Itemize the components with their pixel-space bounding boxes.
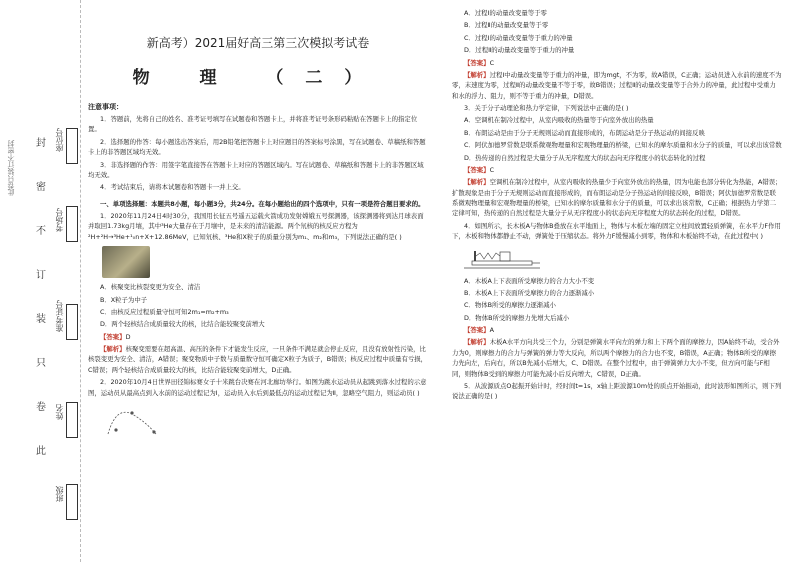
question-4-option: D．物体B所受的摩擦力先增大后减小 — [464, 313, 570, 322]
question-2-option: C．过程Ⅰ的动量改变量等于重力的冲量 — [464, 33, 573, 42]
question-2-analysis — [452, 70, 782, 101]
seal-char: 此 — [36, 446, 46, 457]
analysis-label: 【解析】 — [464, 338, 490, 347]
exam-header: 新高考）2021届好高三第三次模拟考试卷 — [146, 36, 370, 50]
field-box — [66, 128, 78, 164]
question-4-stem: 4．如图所示，长木板A与物体B叠放在水平地面上，物体与木板左端的固定立柱间放置轻质弹簧，在水平力F作用下，木板和物体都静止不动，弹簧处于压缩状态。将外力F缓慢减小到零，物体和木板始终不动，在此过程中( ) — [452, 221, 781, 241]
question-2-option: B．过程Ⅱ的动量改变量等于零 — [464, 21, 549, 30]
question-2-option: D．过程Ⅱ的动量改变量等于重力的冲量 — [464, 46, 575, 55]
question-1-option: C．由核反应过程质量守恒可知2m₁=m₂+m₃ — [100, 307, 229, 316]
seal-char: 密 — [36, 182, 46, 193]
analysis-text: 核聚变需要在超高温、高压的条件下才能发生反应，一旦条件不满足就会停止反应，且没有放射性污染，比核裂变更为安全、清洁，A错误；聚变物质中子数与质量数守恒可确定X粒子为质子，B错误；核反应过程中质量有亏损，C错误；两个轻核结合成质量较大的核，比结合能较聚变前增大，D正确。 — [88, 345, 428, 374]
analysis-text: 木板A水平方向共受三个力，分别是弹簧水平向左的弹力和上下两个面的摩擦力，因A始终不动，受合外力为0，则摩擦力的合力与弹簧的弹力等大反向，所以两个摩擦力的合力也不变，B错误，A正确；物体B所受的摩擦力先向左，后向右，所以B先减小后增大，C、D错误。在整个过程中，由于弹簧弹力大小不变，但方向可能与F相同，则物体B受到的摩擦力可能先减小后反向增大，C错误，D正确。 — [452, 338, 780, 378]
binding-margin — [0, 0, 81, 562]
analysis-label: 【解析】 — [464, 178, 490, 187]
question-1-option: A．核聚变比核裂变更为安全、清洁 — [100, 283, 201, 292]
field-box — [66, 206, 78, 242]
field-class: 班级 — [55, 486, 64, 502]
seal-char: 只 — [36, 358, 46, 369]
seal-char: 卷 — [36, 402, 46, 413]
answer-label: 【答案】 — [100, 332, 126, 341]
seal-char: 不 — [36, 226, 46, 237]
notice-item: 4．考试结束后，请将本试题卷和答题卡一并上交。 — [100, 183, 245, 192]
answer-value: C — [489, 165, 495, 174]
analysis-label: 【解析】 — [100, 345, 126, 353]
analysis-label: 【解析】 — [464, 70, 490, 79]
question-1-option: D．两个轻核结合成质量较大的核，比结合能较聚变前增大 — [100, 320, 265, 329]
question-2-answer — [452, 58, 782, 68]
question-3-option: C．阿伏加德罗常数是联系微观物理量和宏观物理量的桥梁，已知水的摩尔质量和水分子的质量，可以求出该常数 — [464, 141, 782, 150]
question-3-stem: 3．关于分子动理论和热力学定律，下列说法中正确的是( ) — [464, 104, 629, 112]
diver-diagram — [106, 404, 166, 438]
question-1-stem: 1．2020年11月24日4时30分，我国用长征五号遥五运载火箭成功发射嫦娥五号探测器，该探测器将到达月球表面并取回1.73kg月壤，其中³He大量存在于月壤中，是未来的清洁能源。两个氘核的核反应方程为²H+²H→³He+¹₀n+X+12.86MeV，已知氘核、³He和X粒子的质量分别为m₁、m₂和m₃，下列说法正确的是( ) — [88, 212, 424, 241]
question-2-stem: 2．2020年10月4日世界田径锦标赛女子十米跳台决赛在河北廊坊举行。如图为跳水运动员从起跳到落水过程的示意图，运动员从最高点到入水前的运动过程记为Ⅰ，运动员入水后到最低点的运动过程记为Ⅱ，忽略空气阻力，则运动员( ) — [88, 378, 427, 397]
field-box — [66, 484, 78, 520]
field-ticket: 准考证号 — [55, 300, 64, 332]
answer-value: C — [489, 58, 495, 67]
right-column — [452, 6, 782, 404]
question-3-answer — [452, 165, 782, 175]
spring-board-diagram — [462, 248, 542, 270]
question-4-option: B．木板A上下表面所受摩擦力的合力逐渐减小 — [464, 288, 595, 297]
notice-item: 3．非选择题的作答：用签字笔直接答在答题卡上对应的答题区域内。写在试题卷、草稿纸和答题卡上的非答题区域均无效。 — [88, 160, 424, 179]
question-2-option: A．过程Ⅰ的动量改变量等于零 — [464, 9, 547, 17]
notice-heading: 注意事项： — [88, 103, 123, 111]
field-box — [66, 402, 78, 438]
seal-char: 订 — [36, 270, 46, 281]
field-name: 姓名 — [55, 404, 64, 420]
answer-value: A — [489, 326, 494, 334]
seal-char: 封 — [36, 138, 46, 149]
question-3-analysis — [452, 177, 782, 219]
answer-value: D — [125, 332, 131, 341]
field-box — [66, 304, 78, 340]
question-1-option: B．X粒子为中子 — [100, 295, 148, 304]
answer-label: 【答案】 — [464, 165, 490, 174]
answer-label: 【答案】 — [464, 326, 490, 334]
field-room: 考场号 — [55, 208, 64, 232]
question-4-analysis — [452, 337, 782, 379]
question-3-option: D．热传递的自然过程是大量分子从无序程度大的状态向无序程度小的状态转化的过程 — [464, 153, 706, 162]
question-3-option: A．空调机在制冷过程中，从室内吸收的热量等于向室外放出的热量 — [464, 116, 654, 125]
binding-caption: 此卷只装订不密封 — [7, 140, 15, 196]
notice-item: 2．选择题的作答：每小题选出答案后，用2B铅笔把答题卡上对应题目的答案标号涂黑，写在试题卷、草稿纸和答题卡上的非答题区域均无效。 — [88, 137, 426, 157]
left-column — [88, 0, 428, 442]
field-seat: 座位号 — [55, 128, 64, 152]
question-3-option: B．布朗运动是由于分子无规则运动而直接形成的，布朗运动是分子热运动的间接反映 — [464, 128, 705, 137]
question-4-option: C．物体B所受的摩擦力逐渐减小 — [464, 301, 556, 310]
subject-title: 物 理 （二） — [132, 68, 384, 88]
answer-label: 【答案】 — [464, 58, 490, 67]
question-4-answer — [452, 325, 782, 335]
analysis-text: 空调机在制冷过程中，从室内吸收的热量少于向室外放出的热量，因为电能也部分转化为热能，A错误；扩散现象是由于分子无规则运动而直接形成的，而布朗运动是分子热运动的间接反映，B错误；阿伏加德罗常数是联系微观物理量和宏观物理量的桥梁，已知水的摩尔质量和水分子的质量，可以求出该常数，C正确；根据热力学第二定律可知，热传递的自然过程是大量分子从无序程度小的状态向无序程度大的状态转化的过程，D错误。 — [452, 178, 782, 218]
notice-item: 1．答题前，先将自己的姓名、准考证号填写在试题卷和答题卡上，并将准考证号条形码粘贴在答题卡上的指定位置。 — [88, 115, 418, 134]
analysis-text: 过程Ⅰ中动量改变量等于重力的冲量，即为mgt，不为零，故A错误，C正确；运动员进入水前的速度不为零，末速度为零，过程Ⅱ的动量改变量不等于零，故B错误；过程Ⅱ的动量改变量等于合外力的冲量，此过程中受重力和水的浮力、阻力，则不等于重力的冲量，D错误。 — [452, 70, 782, 100]
question-1-analysis — [88, 344, 428, 375]
section-heading: 一、单项选择题：本题共8小题，每小题3分，共24分。在每小题给出的四个选项中，只有一项是符合题目要求的。 — [100, 199, 425, 208]
lunar-probe-image — [102, 246, 150, 278]
seal-char: 装 — [36, 314, 46, 325]
question-4-option: A．木板A上下表面所受摩擦力的合力大小不变 — [464, 276, 595, 285]
question-1-answer — [88, 332, 428, 342]
question-5-stem: 5．从波源质点O起振开始计时，经时间t=1s，x轴上距波源10m处的质点开始振动，此时波形如图所示，则下列说法正确的是( ) — [452, 381, 782, 401]
